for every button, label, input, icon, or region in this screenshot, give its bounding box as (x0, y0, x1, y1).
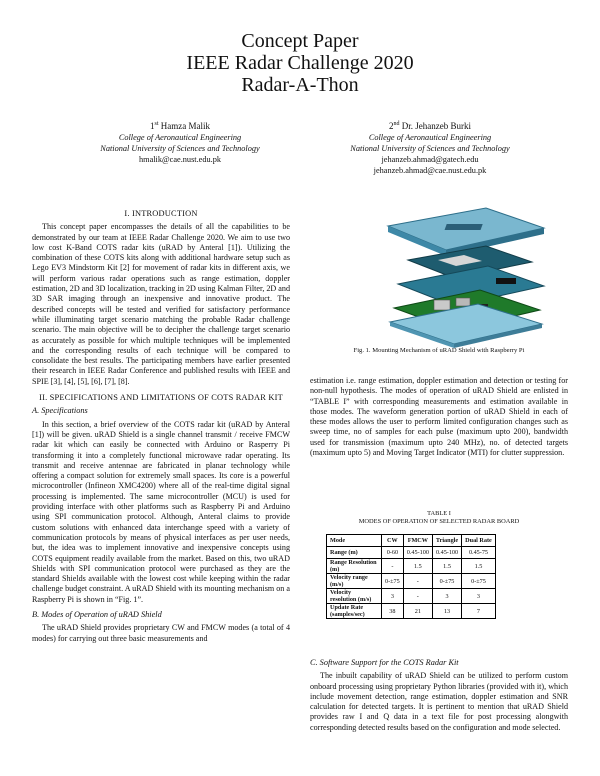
table-cell: - (403, 589, 432, 604)
author-email[interactable]: jehanzeb.ahmad@gatech.edu (381, 155, 479, 164)
table-label: TABLE I (427, 510, 451, 517)
table-header-cell: Triangle (432, 535, 461, 547)
table-header-row (327, 535, 496, 547)
table-cell: 3 (432, 589, 461, 604)
table-cell: 0-±75 (462, 574, 496, 589)
table-header-cell: Dual Rate (462, 535, 496, 547)
table-cell: 7 (462, 604, 496, 619)
table-title: MODES OF OPERATION OF SELECTED RADAR BOARD (358, 518, 520, 525)
right-column-lower (310, 658, 568, 733)
author-affiliation: College of Aeronautical Engineering (368, 133, 492, 142)
subsection-heading-software: C. Software Support for the COTS Radar Kit (310, 658, 459, 667)
header-connector (496, 278, 516, 284)
table-cell: 0-±75 (382, 574, 404, 589)
table-row-label: Velocity resolution (m/s) (327, 589, 382, 604)
table-header-cell: CW (382, 535, 404, 547)
specifications-paragraph: In this section, a brief overview of the COTS radar kit (uRAD by Anteral [1]) will be given. uRAD Shield is a single channel transmit / receive FMCW radar kit which can easily be connected with Arduino or Rasperry Pi transforming it into a completely functional microwave radar operating. Its transmit and receive antennae are fabricated in planar technology while offering a compact solution for extremely small spaces. Its core is a powerful microcontroller (Infineon XMC4200) where all of the real-time digital signal processing is implemented. The same microcontroller (MCU) is used for providing interface with other platforms such as Raspberry Pi and Arduino using SPI communication protocol. Although, Anteral claims to provide custom solutions with enhanced data interchange speed with a variety of communication protocols by means of physical interfaces as per user needs, but, the idea was to implement innovative and inexpensive concepts using COTS equipment readily available from the market. Based on this, two uRAD Shields with SPI communication protocol were purchased as they are the standard Shields available with the lowest cost while keeping within the radar challenge budget constraint. A uRAD Shield with its mounting mechanism on a Raspberry Pi is shown in “Fig. 1”. (32, 419, 290, 604)
section-heading-specifications: II. SPECIFICATIONS AND LIMITATIONS OF COTS RADAR KIT (39, 393, 283, 403)
cover-slot (445, 224, 483, 230)
author-ordinal: 2 (389, 121, 394, 131)
author-affiliation: National University of Sciences and Technology (100, 144, 260, 153)
table-caption (310, 510, 568, 526)
table-cell: 0.45-100 (403, 547, 432, 559)
table-cell: 3 (462, 589, 496, 604)
table-row (327, 589, 496, 604)
author-email[interactable]: jehanzeb.ahmad@cae.nust.edu.pk (373, 166, 487, 175)
table-row (327, 574, 496, 589)
table-cell: - (382, 559, 404, 574)
table-cell: 1.5 (403, 559, 432, 574)
author-ordinal: 1 (150, 121, 155, 131)
author-name: Dr. Jehanzeb Burki (401, 121, 471, 131)
usb-port-shape (434, 300, 450, 310)
modes-paragraph-continued: estimation i.e. range estimation, doppler estimation and detection or testing for non-null hypothesis. The modes of operation of uRAD Shield are enlisted in “TABLE I” with corresponding measurements and estimation available in those modes. The waveform generation portion of uRAD Shield in each of these modes allows the user to perform limited configuration changes such as sweep time, no of samples for each pulse (maximum upto 200), bandwidth used for transmission (maximum upto 240 MHz), no. of detected targets (maximum upto 5) and Moving Target Indicator (MTI) for clutter suppression. (310, 376, 568, 458)
section-heading-introduction: I. INTRODUCTION (124, 209, 198, 218)
subsection-heading-specifications: A. Specifications (32, 406, 88, 416)
table-row (327, 604, 496, 619)
table-cell: 0-±75 (432, 574, 461, 589)
radar-shield-figure (368, 204, 556, 350)
table-row-label: Update Rate (samples/sec) (327, 604, 382, 619)
author-affiliation: College of Aeronautical Engineering (118, 133, 242, 142)
left-column (32, 209, 290, 644)
table-cell: 21 (403, 604, 432, 619)
modes-paragraph: The uRAD Shield provides proprietary CW and FMCW modes (a total of 4 modes) for carrying out three basic measurements and (32, 623, 290, 643)
author-ordinal-suffix: nd (393, 121, 400, 127)
author-1 (70, 119, 290, 165)
modes-table (326, 534, 496, 619)
table-cell: 3 (382, 589, 404, 604)
subsection-heading-modes: B. Modes of Operation of uRAD Shield (32, 609, 162, 619)
title-line-3: Radar-A-Thon (241, 74, 359, 96)
table-cell: 0-60 (382, 547, 404, 559)
ethernet-port-shape (456, 298, 470, 306)
table-row-label: Range Resolution (m) (327, 559, 382, 574)
figure-caption: Fig. 1. Mounting Mechanism of uRAD Shield with Raspberry Pi (353, 347, 525, 354)
table-row-label: Velocity range (m/s) (327, 574, 382, 589)
table-cell: 38 (382, 604, 404, 619)
table-cell: 0.45-75 (462, 547, 496, 559)
author-affiliation: National University of Sciences and Technology (350, 144, 510, 153)
intro-paragraph: This concept paper encompasses the details of all the capabilities to be demonstrated by our team at IEEE Radar Challenge 2020. We aim to use two low cost K-Band COTS radar kits (uRAD by Anteral [1]). Utilizing the combination of these COTS kits along with additional hardware setup such as Lego EV3 Mindstorm Kit [2] for movement of radar kits in different axis, we will perform various radar operations such as range estimation, doppler estimation, 2D and 3D localization, tracking in 2D using Kalman Filter, 2D and 3D SAR imaging through an inexpensive and innovative product. The described concepts will be tested and verified for satisfactory performance while illuminating target scenario matching the probable Radar challenge scenario. The main objective will be to decipher the challenge target scenario as accurately as possible for which multiple techniques will be implemented and the corresponding results of each technique will be compared to consolidate the best results. The participating members have earlier presented their research in IEEE Radar Conference and published results with IEEE and SPIE [3], [4], [5], [6], [7], [8]. (32, 222, 290, 386)
table-cell: - (403, 574, 432, 589)
author-2 (310, 119, 550, 176)
table-row (327, 559, 496, 574)
title-line-2: IEEE Radar Challenge 2020 (186, 52, 414, 74)
right-column-upper (310, 376, 568, 458)
author-name: Hamza Malik (160, 121, 210, 131)
table-cell: 1.5 (462, 559, 496, 574)
table-row-label: Range (m) (327, 547, 382, 559)
author-ordinal-suffix: st (154, 121, 159, 127)
table-cell: 13 (432, 604, 461, 619)
author-email[interactable]: hmalik@cae.nust.edu.pk (138, 155, 222, 164)
table-header-cell: FMCW (403, 535, 432, 547)
table-row (327, 547, 496, 559)
table-cell: 1.5 (432, 559, 461, 574)
software-paragraph: The inbuilt capability of uRAD Shield can be utilized to perform custom onboard processing using proprietary Python libraries (provided with it), which include movement detection, range estimation, doppler estimation and SNR calculation for detected targets. It is pertinent to mention that uRAD Shield provides raw I and Q data in a text file for post processing alongwith corresponding detected results based on the configuration and mode selected. (310, 671, 568, 732)
table-header-cell: Mode (327, 535, 382, 547)
title-line-1: Concept Paper (241, 30, 359, 52)
paper-title (0, 30, 600, 96)
table-cell: 0.45-100 (432, 547, 461, 559)
